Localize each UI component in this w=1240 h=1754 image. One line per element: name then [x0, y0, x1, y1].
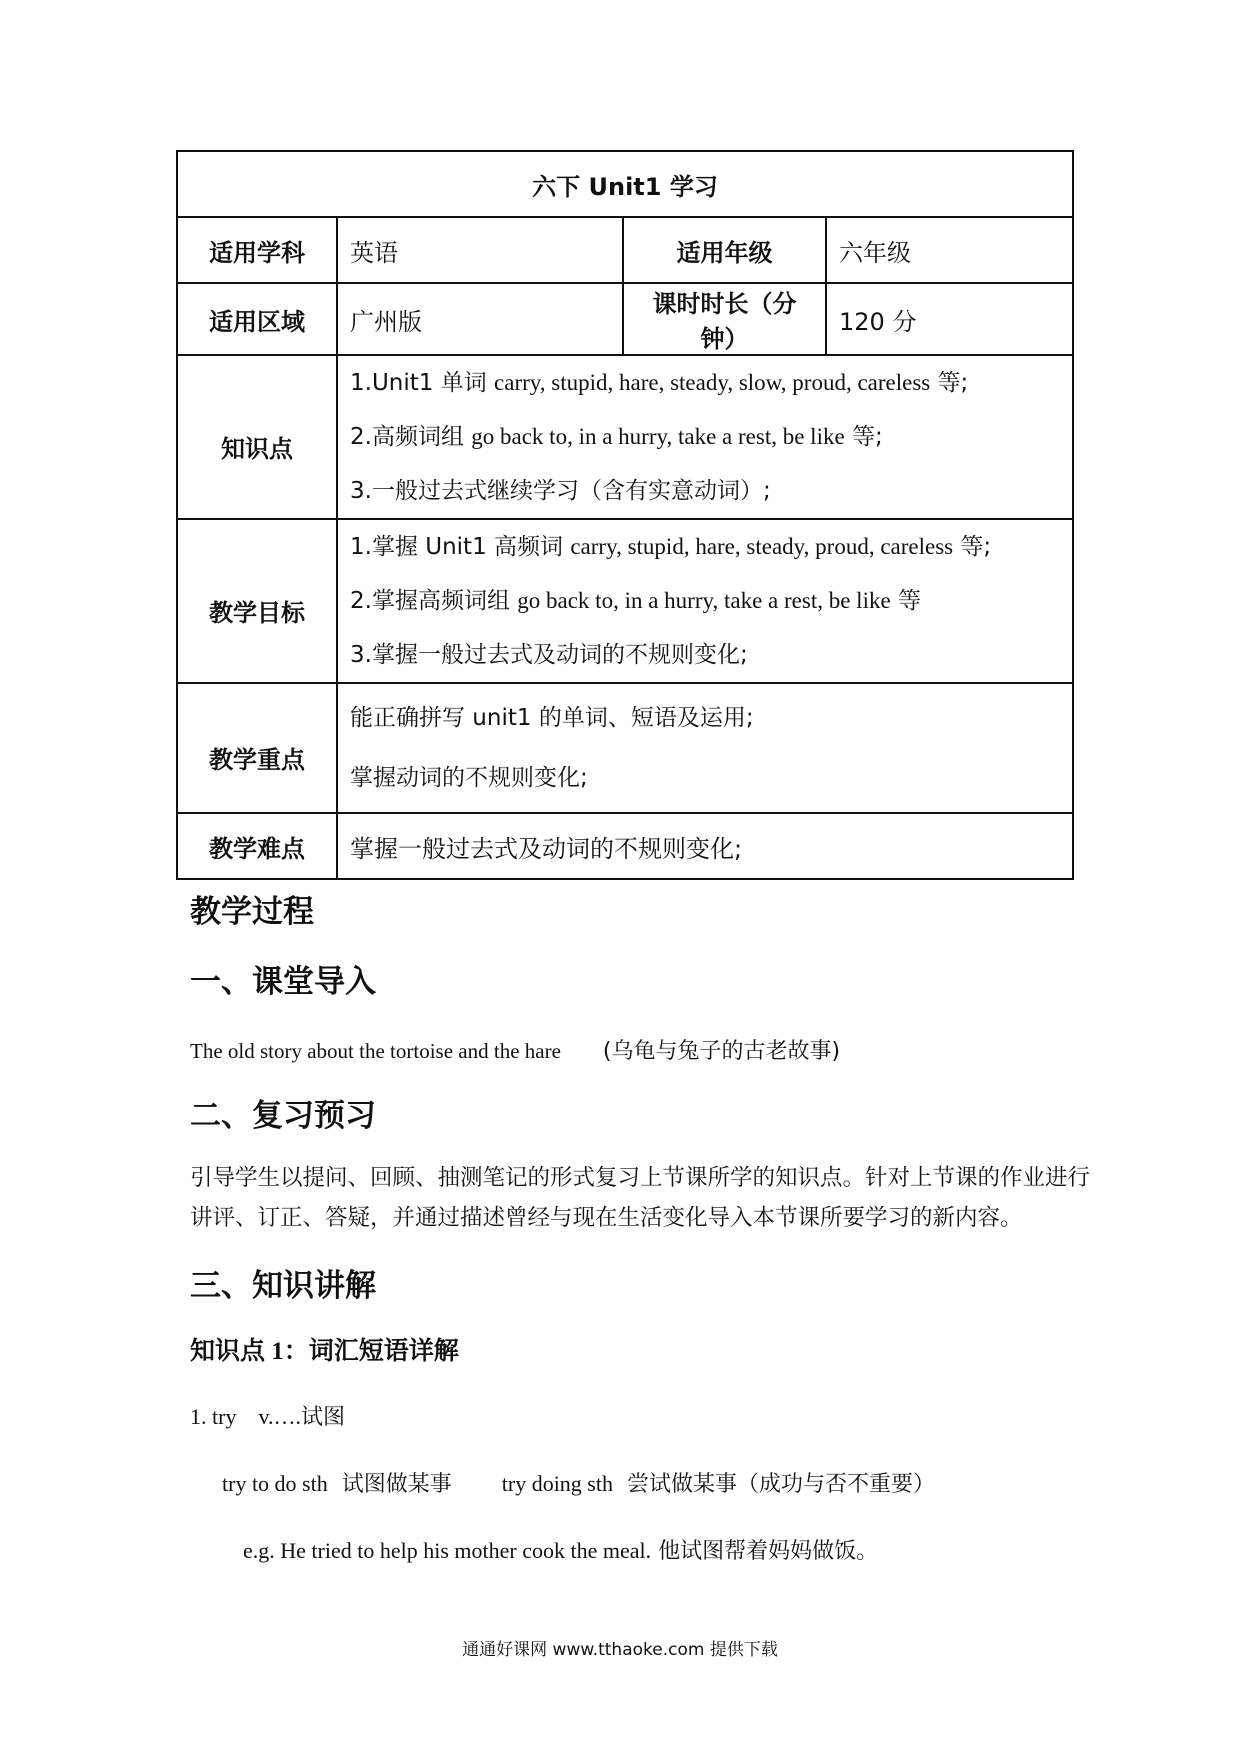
subject-value: 英语	[337, 217, 623, 283]
focus-content	[337, 683, 1073, 813]
vocab-item: 1. try v.….试图	[190, 1404, 346, 1430]
knowledge-content	[337, 355, 1073, 519]
knowledge-line: 1.Unit1 单词 carry, stupid, hare, steady, slow, proud, careless 等;	[350, 370, 969, 396]
page-footer: 通通好课网 www.tthaoke.com 提供下载	[462, 1640, 778, 1660]
section2-heading: 二、复习预习	[190, 1098, 376, 1134]
goals-label: 教学目标	[177, 519, 337, 683]
grade-value: 六年级	[826, 217, 1073, 283]
process-heading: 教学过程	[190, 894, 314, 930]
knowledge-line: 2.高频词组 go back to, in a hurry, take a rest, be like 等;	[350, 424, 883, 450]
section1-text: The old story about the tortoise and the hare (乌龟与兔子的古老故事)	[190, 1039, 841, 1064]
duration-label: 课时时长（分钟）	[623, 283, 826, 355]
paragraph-line: 引导学生以提问、回顾、抽测笔记的形式复习上节课所学的知识点。针对上节课的作业进行	[190, 1165, 1091, 1191]
knowledge-line: 3.一般过去式继续学习（含有实意动词）;	[350, 478, 771, 504]
table-title: 六下 Unit1 学习	[177, 151, 1073, 217]
usage-line: try to do sth 试图做某事 try doing sth 尝试做某事（成功与否不重要）	[222, 1471, 935, 1497]
section3-heading: 三、知识讲解	[190, 1268, 376, 1304]
knowledge-label: 知识点	[177, 355, 337, 519]
goal-line: 3.掌握一般过去式及动词的不规则变化;	[350, 642, 748, 668]
goals-content	[337, 519, 1073, 683]
focus-line: 掌握动词的不规则变化;	[350, 765, 588, 791]
region-value: 广州版	[337, 283, 623, 355]
goal-line: 2.掌握高频词组 go back to, in a hurry, take a rest, be like 等	[350, 588, 921, 614]
goal-line: 1.掌握 Unit1 高频词 carry, stupid, hare, steady, proud, careless 等;	[350, 534, 992, 560]
section1-heading: 一、课堂导入	[190, 964, 376, 1000]
grade-label: 适用年级	[623, 217, 826, 283]
duration-value: 120 分	[826, 283, 1073, 355]
knowledge-point-title: 知识点 1：词汇短语详解	[190, 1336, 459, 1365]
difficulty-value: 掌握一般过去式及动词的不规则变化;	[337, 813, 1073, 879]
focus-line: 能正确拼写 unit1 的单词、短语及运用;	[350, 705, 754, 731]
section2-paragraph	[190, 1158, 1090, 1238]
example-sentence: e.g. He tried to help his mother cook the meal. 他试图帮着妈妈做饭。	[243, 1538, 879, 1564]
paragraph-line: 讲评、订正、答疑，并通过描述曾经与现在生活变化导入本节课所要学习的新内容。	[190, 1205, 1023, 1231]
region-label: 适用区域	[177, 283, 337, 355]
subject-label: 适用学科	[177, 217, 337, 283]
difficulty-label: 教学难点	[177, 813, 337, 879]
focus-label: 教学重点	[177, 683, 337, 813]
lesson-info-table	[176, 150, 1074, 880]
